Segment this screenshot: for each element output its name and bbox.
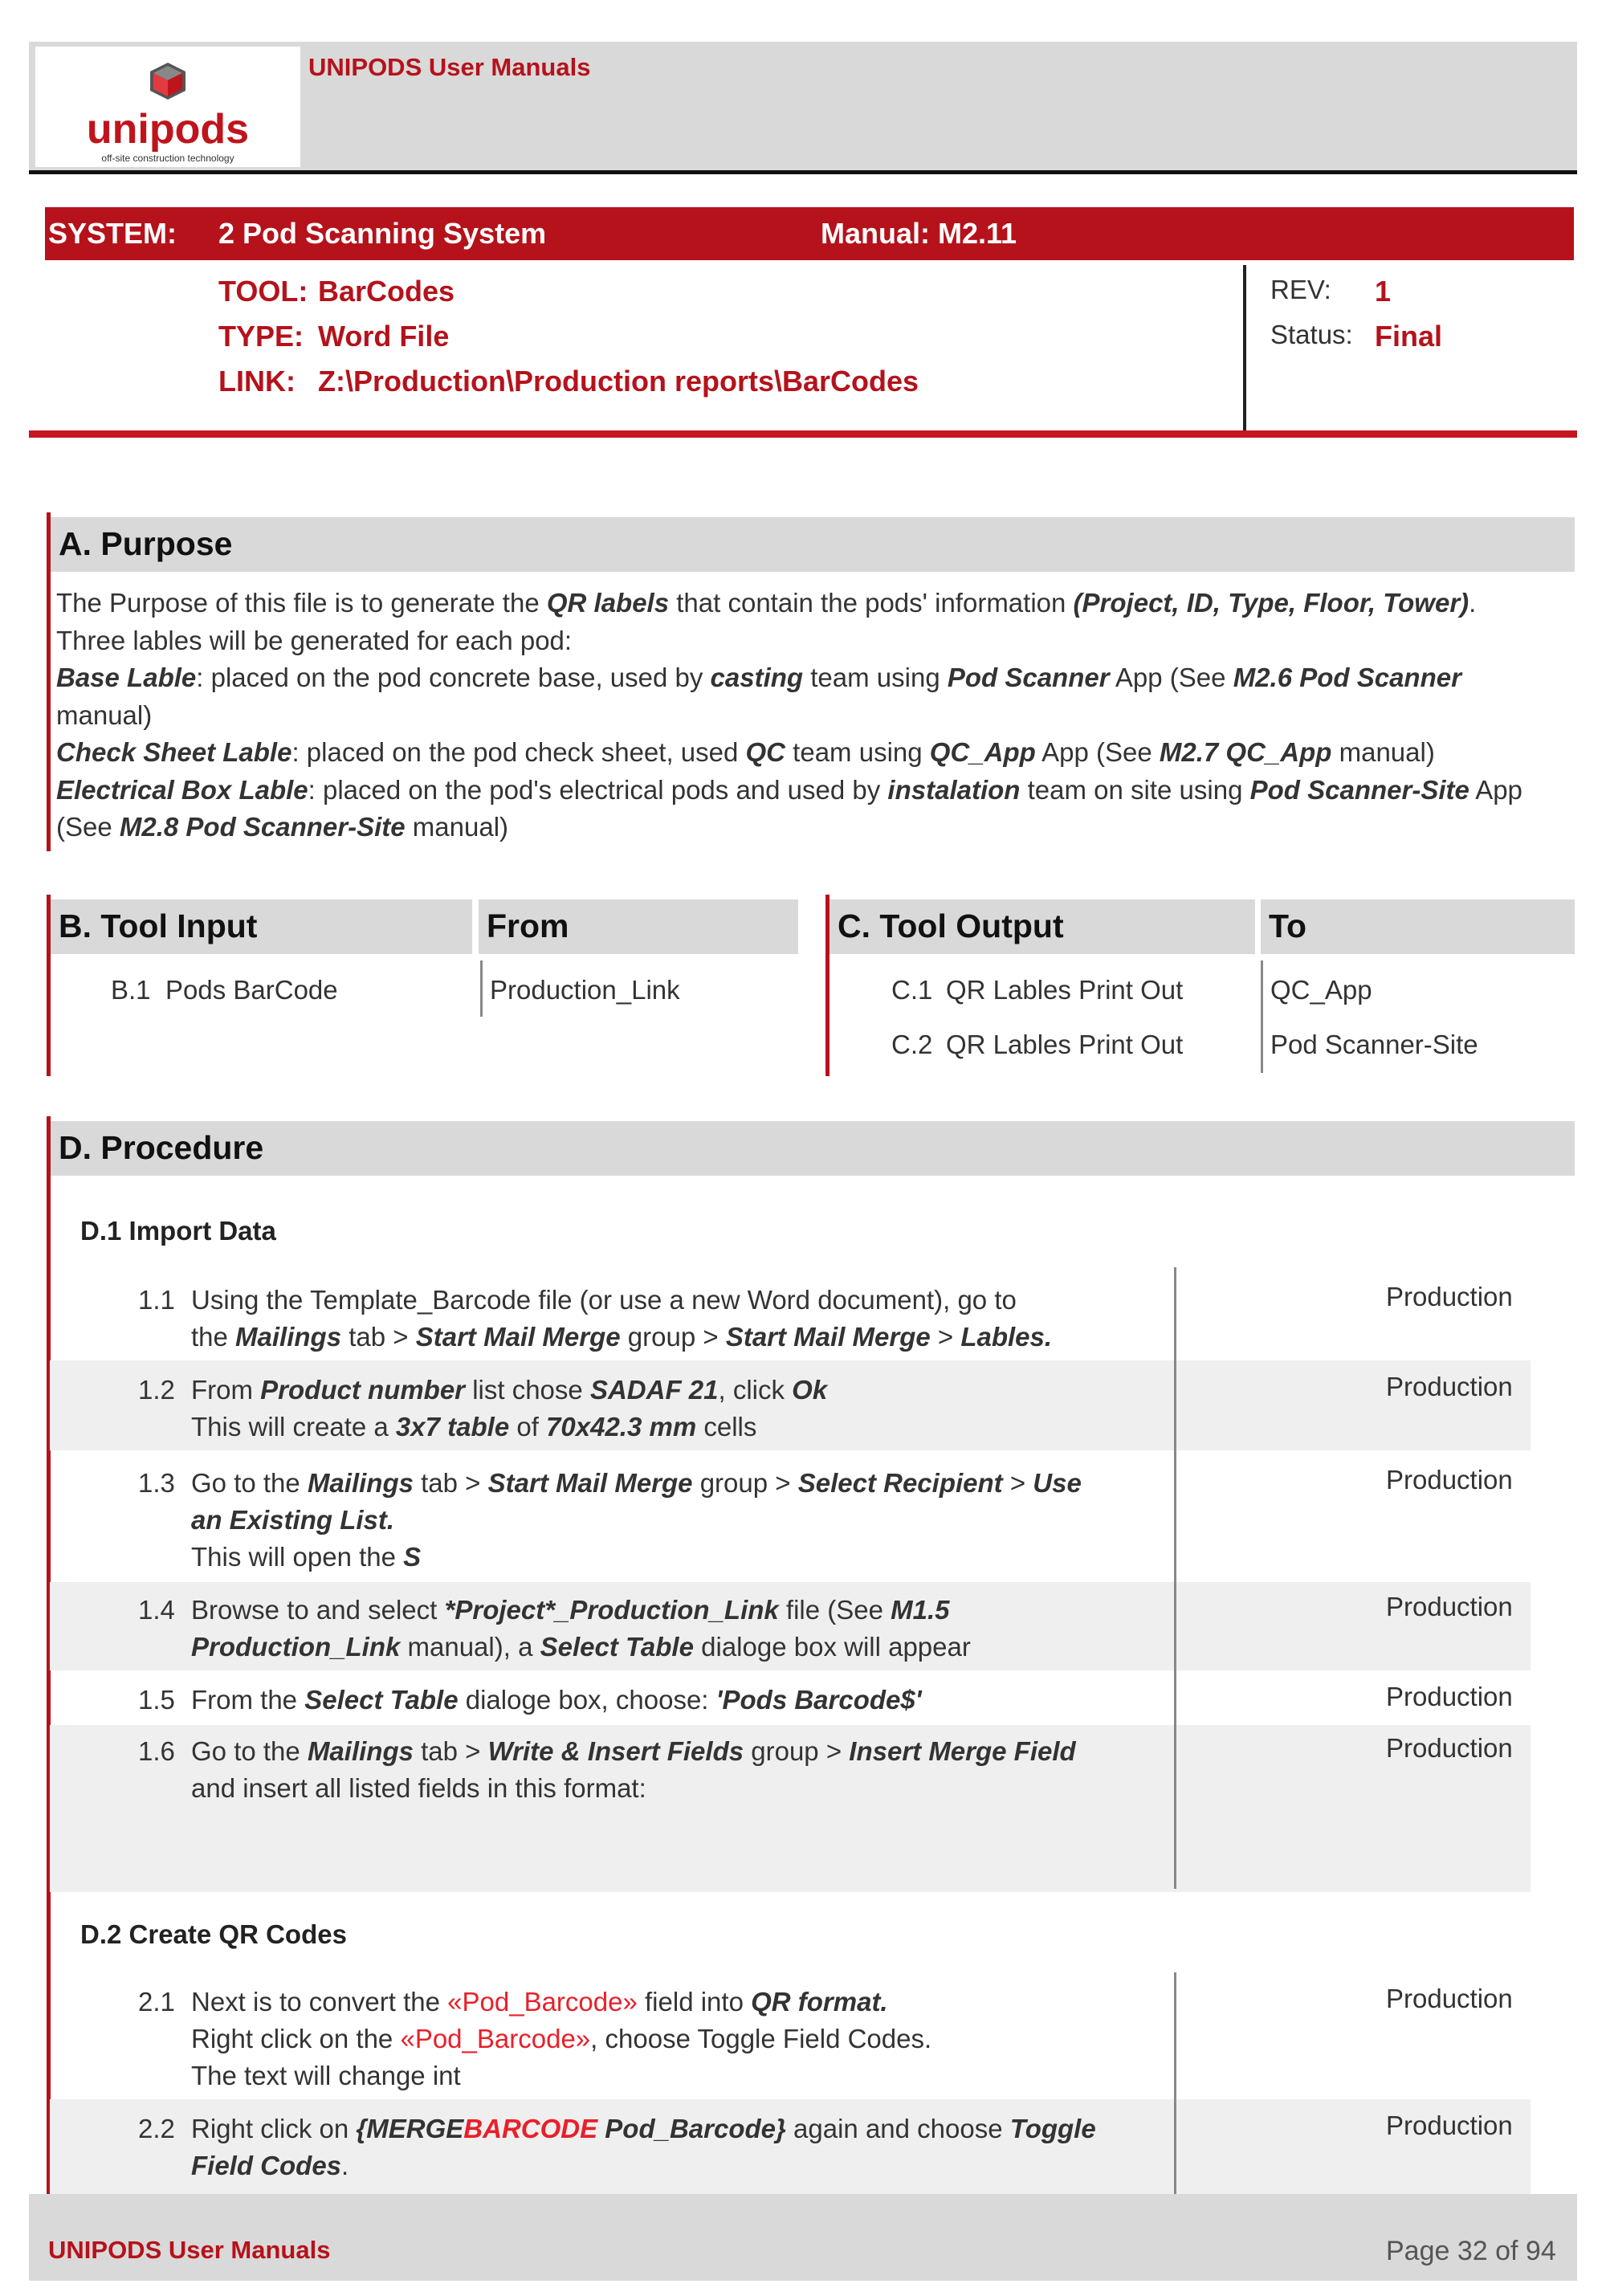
purpose-heading-bar [51, 517, 1575, 572]
procedure-step-row: 1.4 Browse to and select *Project*_Production_Link file (See M1.5 Production_Link manual), a Select Table dialoge box will appear Production [50, 1582, 1531, 1670]
procedure-step-row: 1.1 Using the Template_Barcode file (or use a new Word document), go to the Mailings tab > Start Mail Merge group > Start Mail Merge > Lables. Production [138, 1282, 1513, 1352]
to-heading-bar [1261, 899, 1575, 954]
from-heading: From [487, 907, 569, 944]
tool-label: TOOL: [218, 275, 308, 308]
page-number: Page 32 of 94 [1386, 2236, 1556, 2266]
procedure-heading-bar [51, 1121, 1575, 1176]
output-item-label: QR Lables Print Out [946, 1030, 1184, 1059]
purpose-body: The Purpose of this file is to generate the QR labels that contain the pods' information (Project, ID, Type, Floor, Tower). Three lables will be generated for each pod: Base Lable: placed on the pod concrete base, used by casting team using Pod Scanner App (See M2.6 Pod Scanner manual) Check Sheet Lable: placed on the pod check sheet, used QC team using QC_App App (See M2.7 QC_App manual) Electrical Box Lable: placed on the pod's electrical pods and used by instalation team on site using Pod Scanner-Site App (See M2.8 Pod Scanner-Site manual) [56, 588, 1522, 842]
header-divider [29, 170, 1577, 174]
procedure-step-row: 1.3 Go to the Mailings tab > Start Mail Merge group > Select Recipient > Use an Existing List. This will open the S Production [138, 1465, 1513, 1572]
procedure-step-row: 1.6 Go to the Mailings tab > Write & Insert Fields group > Insert Merge Field and insert all listed fields in this format: Production [50, 1725, 1531, 1892]
logo-word: unipods [86, 106, 250, 153]
link-label: LINK: [218, 365, 296, 398]
input-item-num: B.1 [111, 975, 151, 1005]
step-owner: Production [1386, 1465, 1513, 1495]
system-value: 2 Pod Scanning System [218, 217, 547, 250]
step-owner: Production [1386, 1592, 1513, 1621]
purpose-heading: A. Purpose [59, 525, 233, 562]
procedure-step-row: 2.2 Right click on {MERGEBARCODE Pod_Barcode} again and choose Toggle Field Codes. Production [50, 2099, 1531, 2194]
footer-title: UNIPODS User Manuals [48, 2236, 331, 2264]
tool-input-heading: B. Tool Input [59, 907, 258, 944]
step-owner: Production [1386, 2110, 1513, 2140]
procedure-heading: D. Procedure [59, 1129, 264, 1166]
owner-column-divider [1174, 1972, 1176, 2194]
status-label: Status: [1270, 320, 1353, 349]
step-owner: Production [1386, 1282, 1513, 1311]
system-label: SYSTEM: [48, 217, 177, 250]
subsection-import-data: D.1 Import Data [80, 1216, 276, 1246]
link-value: Z:\Production\Production reports\BarCodes [318, 365, 919, 398]
step-owner: Production [1386, 1984, 1513, 2013]
subsection-create-qr: D.2 Create QR Codes [80, 1919, 347, 1949]
output-item-label: QR Lables Print Out [946, 975, 1184, 1005]
input-item-label: Pods BarCode [165, 975, 338, 1005]
type-value: Word File [318, 320, 450, 353]
output-to-value: QC_App [1270, 975, 1372, 1005]
tool-input-heading-bar [51, 899, 472, 954]
input-from-divider [480, 960, 483, 1017]
tool-output-heading: C. Tool Output [838, 907, 1064, 944]
tool-value: BarCodes [318, 275, 455, 308]
manual-number: Manual: M2.11 [821, 217, 1017, 250]
input-from-value: Production_Link [490, 975, 680, 1005]
rev-value: 1 [1375, 275, 1392, 308]
header-title: UNIPODS User Manuals [308, 53, 591, 81]
output-item-num: C.1 [891, 975, 933, 1005]
owner-column-divider [1174, 1267, 1176, 1889]
step-owner: Production [1386, 1733, 1513, 1763]
procedure-step-row: 1.5 From the Select Table dialoge box, choose: 'Pods Barcode$' Production [138, 1682, 1513, 1715]
output-item-num: C.2 [891, 1030, 933, 1059]
procedure-step-row: 1.2 From Product number list chose SADAF 21, click Ok This will create a 3x7 table of 70x42.3 mm cells Production [50, 1360, 1531, 1450]
step-owner: Production [1386, 1372, 1513, 1401]
status-value: Final [1375, 320, 1443, 353]
system-bar [45, 207, 1574, 260]
step-owner: Production [1386, 1682, 1513, 1711]
tool-output-heading-bar [829, 899, 1255, 954]
logo-tagline: off-site construction technology [101, 153, 234, 164]
output-to-value: Pod Scanner-Site [1270, 1030, 1478, 1059]
to-heading: To [1269, 907, 1307, 944]
meta-divider [1243, 265, 1246, 437]
meta-bottom-rule [29, 430, 1577, 438]
logo [35, 47, 300, 167]
rev-label: REV: [1270, 275, 1331, 304]
from-heading-bar [479, 899, 798, 954]
type-label: TYPE: [218, 320, 304, 353]
procedure-step-row: 2.1 Next is to convert the «Pod_Barcode» field into QR format. Right click on the «Pod_Barcode», choose Toggle Field Codes. The text will change int Production [138, 1984, 1513, 2090]
output-to-divider [1261, 960, 1263, 1073]
unipods-logo-icon [35, 47, 300, 167]
